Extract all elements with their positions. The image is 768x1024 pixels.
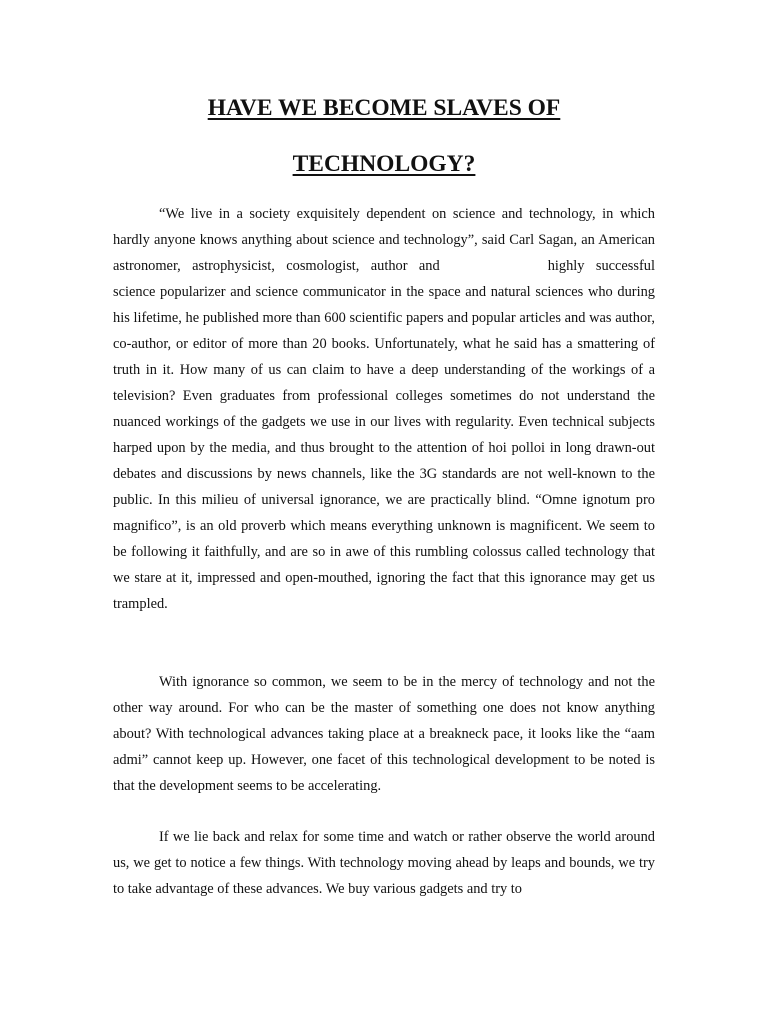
paragraph-1-part-1: “We live in a society exquisitely dependent on science and technology, in which hardly anyone knows anything about science and technology”, said Carl Sagan, an American astronomer, astrophysicist, cosmologist, author and: [113, 206, 655, 274]
paragraph-1: [113, 201, 655, 617]
document-title-line-2: [0, 150, 768, 178]
paragraph-2: With ignorance so common, we seem to be in the mercy of technology and not the other way around. For who can be the master of something one does not know anything about? With technological advances taking place at a breakneck pace, it looks like the “aam admi” cannot keep up. However, one facet of this technological development to be noted is that the development seems to be accelerating.: [113, 674, 655, 794]
title-line-2-text: TECHNOLOGY?: [292, 151, 476, 177]
title-line-1-text: HAVE WE BECOME SLAVES OF: [207, 95, 561, 121]
paragraph-1-part-2: highly successful science popularizer and science communicator in the space and natural sciences who during his lifetime, he published more than 600 scientific papers and popular articles and was author, co-author, or editor of more than 20 books. Unfortunately, what he said has a smattering of truth in it. How many of us can claim to have a deep understanding of the workings of a television? Even graduates from professional colleges sometimes do not understand the nuanced workings of the gadgets we use in our lives with regularity. Even technical subjects harped upon by the media, and thus brought to the attention of hoi polloi in long drawn-out debates and discussions by news channels, like the 3G standards are not well-known to the public. In this milieu of universal ignorance, we are practically blind. “Omne ignotum pro magnifico”, is an old proverb which means everything unknown is magnificent. We seem to be following it faithfully, and are so in awe of this rumbling colossus called technology that we stare at it, impressed and open-mouthed, ignoring the fact that this ignorance may get us trampled.: [113, 258, 655, 612]
paragraph-3: If we lie back and relax for some time and watch or rather observe the world around us, we get to notice a few things. With technology moving ahead by leaps and bounds, we try to take advantage of these advances. We buy various gadgets and try to: [113, 829, 655, 897]
document-title-line-1: [0, 94, 768, 122]
